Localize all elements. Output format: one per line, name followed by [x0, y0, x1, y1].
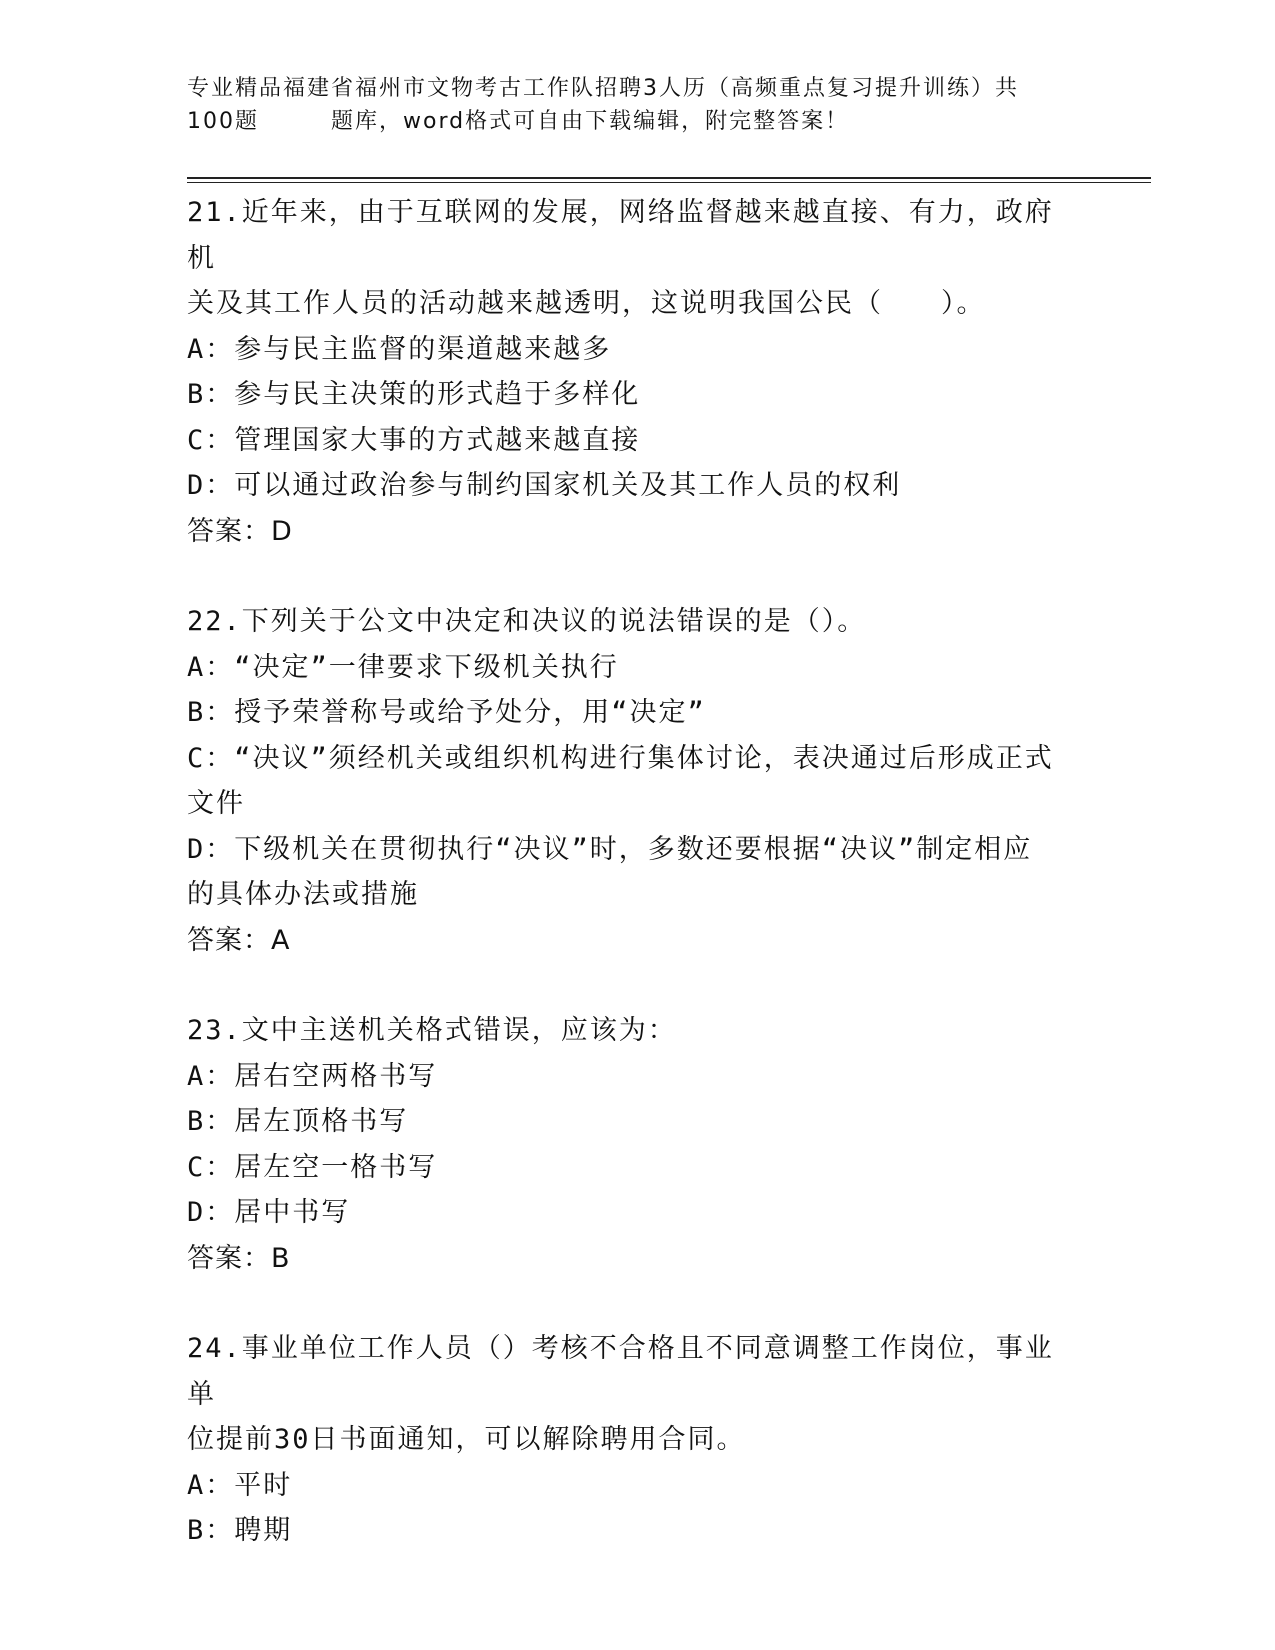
answer-line: 答案：A [187, 924, 291, 956]
answer-line: 答案：D [187, 515, 293, 547]
option-d: D：居中书写 [187, 1197, 351, 1228]
option-a: A：参与民主监督的渠道越来越多 [187, 333, 612, 365]
option-d: D：可以通过政治参与制约国家机关及其工作人员的权利 [187, 470, 902, 501]
option-b: B：授予荣誉称号或给予处分，用“决定” [187, 697, 706, 728]
option-b: B：参与民主决策的形式趋于多样化 [187, 379, 641, 410]
option-c: C：“决议”须经机关或组织机构进行集体讨论，表决通过后形成正式 [187, 742, 1054, 774]
header-question-count: 100题 [187, 109, 259, 134]
question-text-line: 23.文中主送机关格式错误，应该为： [187, 1015, 677, 1046]
question-text-line: 22.下列关于公文中决定和决议的说法错误的是（）。 [187, 606, 867, 637]
option-a: A：平时 [187, 1469, 293, 1501]
option-a: A：“决定”一律要求下级机关执行 [187, 651, 619, 683]
question-22 [187, 599, 1067, 963]
question-text-line: 关及其工作人员的活动越来越透明，这说明我国公民（ ）。 [187, 288, 986, 319]
question-23 [187, 1008, 1067, 1281]
question-24 [187, 1326, 1067, 1554]
question-text-line: 24.事业单位工作人员（）考核不合格且不同意调整工作岗位，事业单 [187, 1333, 1054, 1410]
header-rule-thin [187, 182, 1151, 183]
option-c: C：管理国家大事的方式越来越直接 [187, 424, 641, 456]
answer-line: 答案：B [187, 1242, 291, 1274]
header-line-2 [187, 105, 1067, 138]
question-21 [187, 190, 1067, 554]
document-header [187, 72, 1067, 138]
header-description: 题库，word格式可自由下载编辑，附完整答案！ [331, 109, 850, 134]
option-c: C：居左空一格书写 [187, 1151, 438, 1183]
question-text-line: 位提前30日书面通知，可以解除聘用合同。 [187, 1424, 746, 1455]
question-list [187, 190, 1067, 1599]
header-rule-thick [187, 177, 1151, 179]
option-c-continued: 文件 [187, 788, 245, 819]
option-b: B：居左顶格书写 [187, 1106, 409, 1137]
option-b: B：聘期 [187, 1515, 293, 1546]
question-text-line: 21.近年来，由于互联网的发展，网络监督越来越直接、有力，政府机 [187, 197, 1054, 274]
header-line-1: 专业精品福建省福州市文物考古工作队招聘3人历（高频重点复习提升训练）共 [187, 76, 1019, 101]
option-a: A：居右空两格书写 [187, 1060, 438, 1092]
option-d: D：下级机关在贯彻执行“决议”时，多数还要根据“决议”制定相应 [187, 833, 1033, 865]
option-d-continued: 的具体办法或措施 [187, 879, 419, 910]
